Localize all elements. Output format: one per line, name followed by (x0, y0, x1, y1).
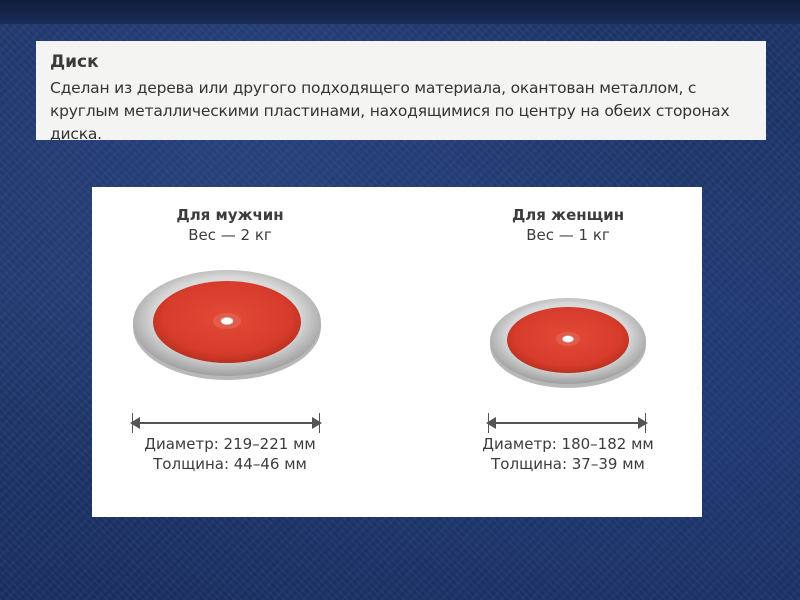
men-thickness: Толщина: 44–46 мм (153, 455, 307, 473)
panel-title: Диск (50, 52, 99, 72)
men-title: Для мужчин (176, 206, 284, 224)
women-weight: Вес — 1 кг (526, 226, 610, 244)
text-panel (36, 41, 766, 143)
men-dimensions (110, 434, 350, 474)
panel-body: Сделан из дерева или другого подходящего материала, окантован металлом, с круглым металлическими пластинами, находящимися по центру на обеих сторонах диска. (50, 79, 730, 143)
men-diameter: Диаметр: 219–221 мм (144, 435, 316, 453)
women-thickness: Толщина: 37–39 мм (491, 455, 645, 473)
women-diameter-arrow (488, 417, 646, 429)
men-discus-icon (130, 265, 324, 383)
men-caption (120, 205, 340, 245)
men-weight: Вес — 2 кг (188, 226, 272, 244)
women-dimensions (448, 434, 688, 474)
women-title: Для женщин (511, 206, 625, 224)
women-diameter: Диаметр: 180–182 мм (482, 435, 654, 453)
women-discus-icon (486, 293, 650, 391)
top-band (0, 0, 800, 24)
men-diameter-arrow (132, 417, 320, 429)
women-caption (458, 205, 678, 245)
figure-panel (92, 187, 702, 517)
